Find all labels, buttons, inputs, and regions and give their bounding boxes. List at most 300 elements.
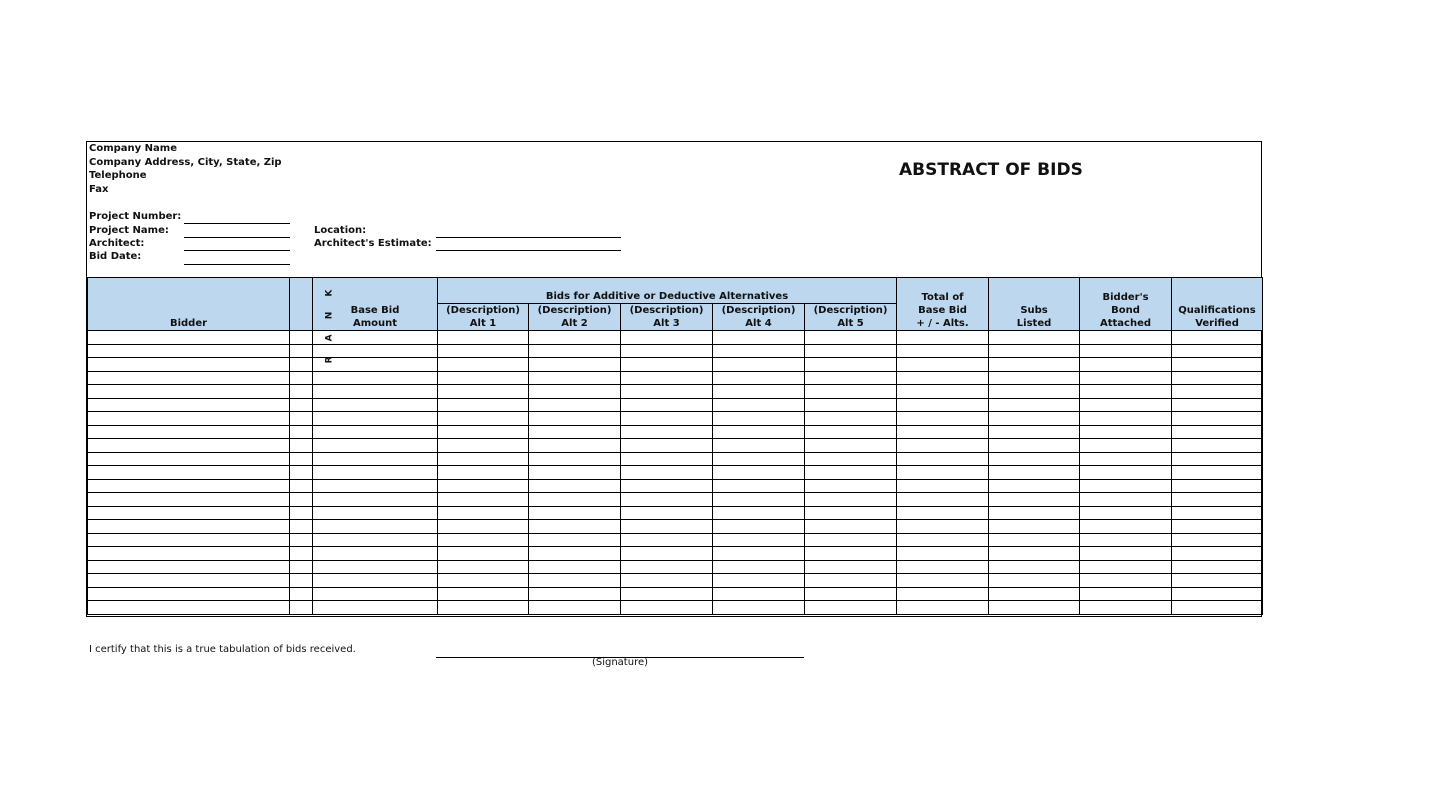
table-cell[interactable] [529,344,621,358]
table-cell[interactable] [713,506,805,520]
table-cell[interactable] [88,574,290,588]
table-cell[interactable] [713,452,805,466]
table-cell[interactable] [805,385,897,399]
table-cell[interactable] [438,371,529,385]
table-cell[interactable] [88,533,290,547]
table-cell[interactable] [805,371,897,385]
table-cell[interactable] [713,601,805,615]
table-cell[interactable] [713,560,805,574]
table-cell[interactable] [313,479,438,493]
table-cell[interactable] [438,331,529,345]
table-cell[interactable] [88,331,290,345]
table-cell[interactable] [438,398,529,412]
table-cell[interactable] [621,587,713,601]
table-cell[interactable] [1080,547,1172,561]
table-cell[interactable] [290,533,313,547]
header-alt-5-label: Alt 5 [837,318,864,329]
table-cell[interactable] [989,574,1080,588]
table-cell[interactable] [989,452,1080,466]
table-cell[interactable] [529,587,621,601]
table-cell[interactable] [713,493,805,507]
table-cell[interactable] [805,560,897,574]
table-cell[interactable] [1080,452,1172,466]
table-row [88,344,1263,358]
table-cell[interactable] [1080,412,1172,426]
table-cell[interactable] [897,520,989,534]
header-alt-4 [713,304,805,331]
table-row [88,439,1263,453]
table-cell[interactable] [1172,385,1263,399]
table-cell[interactable] [438,358,529,372]
table-cell[interactable] [713,331,805,345]
table-cell[interactable] [621,479,713,493]
table-cell[interactable] [989,533,1080,547]
table-cell[interactable] [529,601,621,615]
table-cell[interactable] [621,533,713,547]
table-cell[interactable] [529,493,621,507]
table-cell[interactable] [438,466,529,480]
table-cell[interactable] [989,493,1080,507]
table-cell[interactable] [1080,533,1172,547]
table-cell[interactable] [805,452,897,466]
table-cell[interactable] [989,412,1080,426]
table-cell[interactable] [989,371,1080,385]
table-cell[interactable] [529,412,621,426]
table-cell[interactable] [1172,452,1263,466]
table-cell[interactable] [621,506,713,520]
table-cell[interactable] [313,466,438,480]
table-cell[interactable] [1172,574,1263,588]
table-cell[interactable] [713,466,805,480]
table-cell[interactable] [1080,466,1172,480]
table-cell[interactable] [529,506,621,520]
header-bond [1080,278,1172,331]
table-cell[interactable] [1172,425,1263,439]
table-cell[interactable] [438,425,529,439]
table-cell[interactable] [713,398,805,412]
header-alt-4-desc: (Description) [721,305,796,316]
table-cell[interactable] [713,533,805,547]
architects-estimate-field[interactable] [436,250,621,251]
table-cell[interactable] [713,425,805,439]
table-cell[interactable] [438,574,529,588]
table-cell[interactable] [805,425,897,439]
table-cell[interactable] [88,601,290,615]
table-cell[interactable] [713,574,805,588]
table-cell[interactable] [621,520,713,534]
table-cell[interactable] [529,479,621,493]
table-cell[interactable] [897,439,989,453]
table-cell[interactable] [621,358,713,372]
header-bond-line2: Bond [1111,305,1140,316]
table-cell[interactable] [897,331,989,345]
table-cell[interactable] [989,439,1080,453]
table-cell[interactable] [290,601,313,615]
header-subs-line1: Subs [1020,305,1048,316]
table-cell[interactable] [438,587,529,601]
table-cell[interactable] [313,398,438,412]
table-cell[interactable] [805,506,897,520]
table-cell[interactable] [805,466,897,480]
table-row [88,493,1263,507]
table-cell[interactable] [438,506,529,520]
table-cell[interactable] [88,439,290,453]
header-alt-2 [529,304,621,331]
table-cell[interactable] [989,601,1080,615]
table-cell[interactable] [438,533,529,547]
table-cell[interactable] [621,574,713,588]
table-cell[interactable] [1172,371,1263,385]
table-cell[interactable] [805,574,897,588]
table-cell[interactable] [313,425,438,439]
header-alt-5 [805,304,897,331]
table-cell[interactable] [529,466,621,480]
table-cell[interactable] [805,344,897,358]
table-row [88,425,1263,439]
table-cell[interactable] [88,344,290,358]
table-cell[interactable] [88,520,290,534]
table-cell[interactable] [989,547,1080,561]
table-cell[interactable] [438,520,529,534]
table-cell[interactable] [621,385,713,399]
table-cell[interactable] [313,560,438,574]
table-cell[interactable] [88,547,290,561]
bid-date-field[interactable] [184,264,290,265]
table-cell[interactable] [529,398,621,412]
table-cell[interactable] [290,412,313,426]
table-cell[interactable] [529,439,621,453]
table-cell[interactable] [438,412,529,426]
table-cell[interactable] [529,520,621,534]
table-cell[interactable] [989,385,1080,399]
table-cell[interactable] [621,425,713,439]
table-cell[interactable] [805,412,897,426]
table-cell[interactable] [989,358,1080,372]
company-address: Company Address, City, State, Zip [89,157,282,168]
table-row [88,358,1263,372]
header-total-line3: + / - Alts. [916,318,969,329]
table-cell[interactable] [989,466,1080,480]
table-cell[interactable] [529,331,621,345]
table-cell[interactable] [897,358,989,372]
table-cell[interactable] [529,452,621,466]
table-cell[interactable] [805,533,897,547]
table-cell[interactable] [1172,560,1263,574]
header-alternatives-group: Bids for Additive or Deductive Alternatives [438,278,897,304]
table-cell[interactable] [713,479,805,493]
table-cell[interactable] [897,371,989,385]
header-alt-3-desc: (Description) [629,305,704,316]
table-cell[interactable] [1080,439,1172,453]
table-cell[interactable] [438,452,529,466]
table-cell[interactable] [897,560,989,574]
table-row [88,412,1263,426]
table-cell[interactable] [713,358,805,372]
table-cell[interactable] [1172,412,1263,426]
table-cell[interactable] [1172,331,1263,345]
table-cell[interactable] [290,452,313,466]
table-row [88,547,1263,561]
table-cell[interactable] [88,398,290,412]
location-field[interactable] [436,237,621,238]
table-cell[interactable] [897,385,989,399]
table-cell[interactable] [290,385,313,399]
table-cell[interactable] [290,344,313,358]
table-cell[interactable] [989,479,1080,493]
table-cell[interactable] [1172,587,1263,601]
table-cell[interactable] [805,331,897,345]
table-cell[interactable] [290,493,313,507]
location-label: Location: [314,225,367,236]
table-cell[interactable] [88,371,290,385]
table-cell[interactable] [313,371,438,385]
table-cell[interactable] [1172,506,1263,520]
table-cell[interactable] [438,344,529,358]
table-cell[interactable] [290,398,313,412]
table-cell[interactable] [88,587,290,601]
table-cell[interactable] [1080,385,1172,399]
header-qualifications-line2: Verified [1195,318,1239,329]
table-cell[interactable] [713,547,805,561]
header-alt-1-label: Alt 1 [469,318,497,329]
table-cell[interactable] [1080,479,1172,493]
table-row [88,560,1263,574]
table-cell[interactable] [1172,358,1263,372]
table-cell[interactable] [1080,331,1172,345]
table-cell[interactable] [290,479,313,493]
table-cell[interactable] [1080,493,1172,507]
table-cell[interactable] [313,601,438,615]
table-cell[interactable] [713,344,805,358]
table-cell[interactable] [805,520,897,534]
table-cell[interactable] [621,412,713,426]
table-cell[interactable] [713,385,805,399]
table-cell[interactable] [290,358,313,372]
header-alt-1 [438,304,529,331]
table-cell[interactable] [621,560,713,574]
table-cell[interactable] [897,574,989,588]
table-cell[interactable] [897,344,989,358]
table-cell[interactable] [989,587,1080,601]
project-number-field[interactable] [184,223,290,224]
table-cell[interactable] [313,412,438,426]
table-cell[interactable] [713,587,805,601]
table-row [88,398,1263,412]
table-cell[interactable] [290,547,313,561]
table-cell[interactable] [897,547,989,561]
table-cell[interactable] [290,425,313,439]
table-row [88,331,1263,345]
table-cell[interactable] [989,398,1080,412]
table-cell[interactable] [989,506,1080,520]
header-subs-line2: Listed [1016,318,1052,329]
table-cell[interactable] [438,601,529,615]
table-cell[interactable] [1080,560,1172,574]
table-cell[interactable] [897,533,989,547]
table-cell[interactable] [438,385,529,399]
table-cell[interactable] [621,331,713,345]
table-cell[interactable] [438,493,529,507]
table-cell[interactable] [1172,493,1263,507]
table-cell[interactable] [88,466,290,480]
table-cell[interactable] [1080,601,1172,615]
table-cell[interactable] [1172,439,1263,453]
table-cell[interactable] [897,452,989,466]
table-cell[interactable] [989,560,1080,574]
table-cell[interactable] [713,520,805,534]
table-cell[interactable] [313,439,438,453]
table-cell[interactable] [88,452,290,466]
table-cell[interactable] [529,371,621,385]
table-cell[interactable] [88,493,290,507]
table-cell[interactable] [529,533,621,547]
header-alt-5-desc: (Description) [813,305,888,316]
table-cell[interactable] [1172,466,1263,480]
table-cell[interactable] [621,344,713,358]
table-cell[interactable] [290,560,313,574]
header-bidder: Bidder [88,278,290,331]
table-cell[interactable] [88,479,290,493]
table-cell[interactable] [88,560,290,574]
table-cell[interactable] [713,412,805,426]
table-cell[interactable] [88,412,290,426]
table-cell[interactable] [805,601,897,615]
table-cell[interactable] [621,547,713,561]
table-cell[interactable] [438,439,529,453]
architect-field[interactable] [184,250,290,251]
table-cell[interactable] [1172,398,1263,412]
table-cell[interactable] [290,587,313,601]
table-cell[interactable] [313,385,438,399]
table-cell[interactable] [897,412,989,426]
table-cell[interactable] [1080,425,1172,439]
company-telephone: Telephone [89,170,147,181]
table-cell[interactable] [897,466,989,480]
table-cell[interactable] [290,574,313,588]
table-cell[interactable] [621,493,713,507]
table-cell[interactable] [529,560,621,574]
table-cell[interactable] [313,547,438,561]
table-cell[interactable] [805,439,897,453]
table-cell[interactable] [313,493,438,507]
project-name-field[interactable] [184,237,290,238]
table-cell[interactable] [529,574,621,588]
header-base-bid-line1: Base Bid [350,305,400,316]
table-cell[interactable] [713,371,805,385]
bid-rows [88,331,1263,615]
table-cell[interactable] [897,425,989,439]
table-cell[interactable] [621,371,713,385]
table-cell[interactable] [621,439,713,453]
table-cell[interactable] [88,358,290,372]
table-cell[interactable] [621,601,713,615]
table-cell[interactable] [290,466,313,480]
bids-table [87,277,1263,615]
table-cell[interactable] [313,452,438,466]
table-cell[interactable] [290,371,313,385]
header-qualifications-line1: Qualifications [1178,305,1256,316]
table-cell[interactable] [897,398,989,412]
table-cell[interactable] [290,439,313,453]
table-cell[interactable] [989,331,1080,345]
table-cell[interactable] [438,479,529,493]
table-cell[interactable] [805,587,897,601]
table-cell[interactable] [290,520,313,534]
table-cell[interactable] [313,587,438,601]
table-row [88,601,1263,615]
page-title: ABSTRACT OF BIDS [899,160,1083,180]
table-cell[interactable] [989,425,1080,439]
table-cell[interactable] [529,547,621,561]
table-cell[interactable] [897,479,989,493]
table-row [88,479,1263,493]
table-cell[interactable] [805,493,897,507]
table-cell[interactable] [1080,587,1172,601]
table-cell[interactable] [621,398,713,412]
table-cell[interactable] [713,439,805,453]
table-row [88,385,1263,399]
table-cell[interactable] [989,520,1080,534]
table-cell[interactable] [897,493,989,507]
table-cell[interactable] [438,560,529,574]
table-cell[interactable] [529,358,621,372]
table-row [88,533,1263,547]
table-cell[interactable] [897,587,989,601]
table-row [88,506,1263,520]
table-cell[interactable] [1080,371,1172,385]
table-cell[interactable] [88,506,290,520]
table-cell[interactable] [1080,574,1172,588]
table-cell[interactable] [621,452,713,466]
table-cell[interactable] [88,425,290,439]
table-row [88,574,1263,588]
table-cell[interactable] [529,425,621,439]
table-cell[interactable] [1172,479,1263,493]
table-cell[interactable] [1080,398,1172,412]
table-cell[interactable] [1080,358,1172,372]
table-cell[interactable] [290,506,313,520]
company-name: Company Name [89,143,177,154]
table-cell[interactable] [1172,547,1263,561]
architects-estimate-label: Architect's Estimate: [314,238,432,249]
table-cell[interactable] [1080,344,1172,358]
table-cell[interactable] [805,398,897,412]
table-cell[interactable] [313,574,438,588]
table-cell[interactable] [897,506,989,520]
table-cell[interactable] [290,331,313,345]
bid-abstract-sheet [86,141,1262,617]
table-cell[interactable] [529,385,621,399]
table-cell[interactable] [1080,520,1172,534]
table-cell[interactable] [805,479,897,493]
table-cell[interactable] [897,601,989,615]
table-cell[interactable] [313,506,438,520]
table-cell[interactable] [1172,601,1263,615]
table-cell[interactable] [1172,344,1263,358]
table-cell[interactable] [1080,506,1172,520]
table-cell[interactable] [805,547,897,561]
table-cell[interactable] [1172,533,1263,547]
table-cell[interactable] [621,466,713,480]
table-cell[interactable] [313,533,438,547]
table-cell[interactable] [1172,520,1263,534]
table-cell[interactable] [438,547,529,561]
table-cell[interactable] [313,520,438,534]
table-cell[interactable] [989,344,1080,358]
rank-label: R A N K [324,283,335,364]
table-cell[interactable] [88,385,290,399]
table-cell[interactable] [805,358,897,372]
